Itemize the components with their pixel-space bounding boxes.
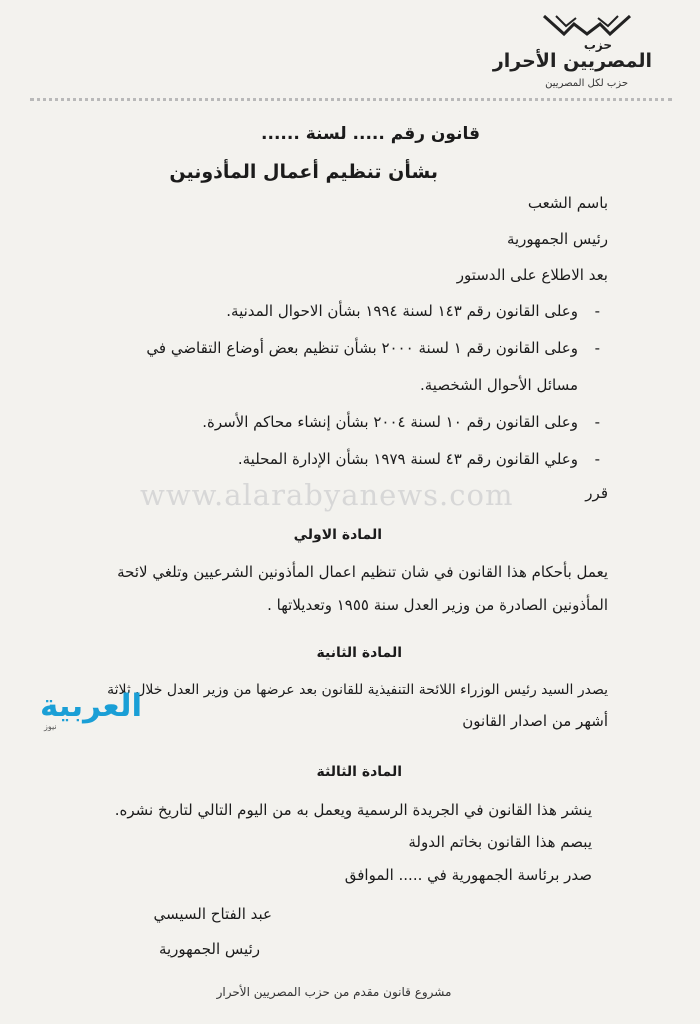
- article-1-heading: المادة الاولي: [293, 527, 382, 543]
- reference-item: - وعلى القانون رقم ١ لسنة ٢٠٠٠ بشأن تنظيم بعض أوضاع التقاضي في: [146, 339, 600, 357]
- law-subject-title: بشأن تنظيم أعمال المأذونين: [169, 161, 438, 183]
- logo-top-text: حزب: [583, 38, 612, 52]
- preamble-constitution: بعد الاطلاع على الدستور: [456, 266, 608, 284]
- reference-item: - وعلى القانون رقم ١٠ لسنة ٢٠٠٤ بشأن إنشاء محاكم الأسرة.: [202, 413, 600, 431]
- article-2-heading: المادة الثانية: [316, 645, 402, 661]
- article-2-line: أشهر من اصدار القانون: [462, 712, 608, 730]
- alaraby-logo-sub: نيوز: [44, 722, 57, 731]
- alaraby-news-logo: [40, 688, 160, 738]
- signature-role: رئيس الجمهورية: [158, 940, 260, 958]
- reference-continuation: مسائل الأحوال الشخصية.: [419, 376, 578, 394]
- alaraby-logo-main: العربية: [40, 688, 143, 724]
- reference-item: - وعلي القانون رقم ٤٣ لسنة ١٩٧٩ بشأن الإدارة المحلية.: [237, 450, 600, 468]
- article-3-heading: المادة الثالثة: [316, 764, 402, 780]
- preamble-president: رئيس الجمهورية: [506, 230, 608, 248]
- article-3-line: ينشر هذا القانون في الجريدة الرسمية ويعمل به من اليوم التالي لتاريخ نشره.: [114, 801, 592, 819]
- reference-item: - وعلى القانون رقم ١٤٣ لسنة ١٩٩٤ بشأن الاحوال المدنية.: [226, 302, 600, 320]
- bullet-dash: -: [594, 302, 600, 320]
- law-number-title: قانون رقم ..... لسنة ......: [261, 124, 480, 144]
- signature-name: عبد الفتاح السيسي: [153, 905, 272, 923]
- bullet-dash: -: [594, 413, 600, 431]
- article-1-line: المأذونين الصادرة من وزير العدل سنة ١٩٥٥ وتعديلاتها .: [267, 596, 608, 614]
- article-2-line: يصدر السيد رئيس الوزراء اللائحة التنفيذية للقانون بعد عرضها من وزير العدل خلال ثلاثة: [107, 682, 608, 698]
- header-divider: [30, 98, 672, 101]
- bullet-dash: -: [594, 339, 600, 357]
- footer-note: مشروع قانون مقدم من حزب المصريين الأحرار: [216, 985, 452, 999]
- logo-tagline: حزب لكل المصريين: [545, 78, 628, 89]
- preamble-people: باسم الشعب: [527, 194, 608, 212]
- article-1-line: يعمل بأحكام هذا القانون في شان تنظيم اعمال المأذونين الشرعيين وتلغي لائحة: [117, 563, 608, 581]
- watermark-url: www.alarabyanews.com: [140, 478, 514, 512]
- bullet-dash: -: [594, 450, 600, 468]
- article-3-line: يبصم هذا القانون بخاتم الدولة: [408, 833, 592, 851]
- article-3-line: صدر برئاسة الجمهورية في ..... الموافق: [344, 866, 592, 884]
- logo-main-text: المصريين الأحرار: [492, 50, 652, 72]
- decided-text: قرر: [585, 484, 608, 502]
- party-emblem-icon: [542, 12, 632, 38]
